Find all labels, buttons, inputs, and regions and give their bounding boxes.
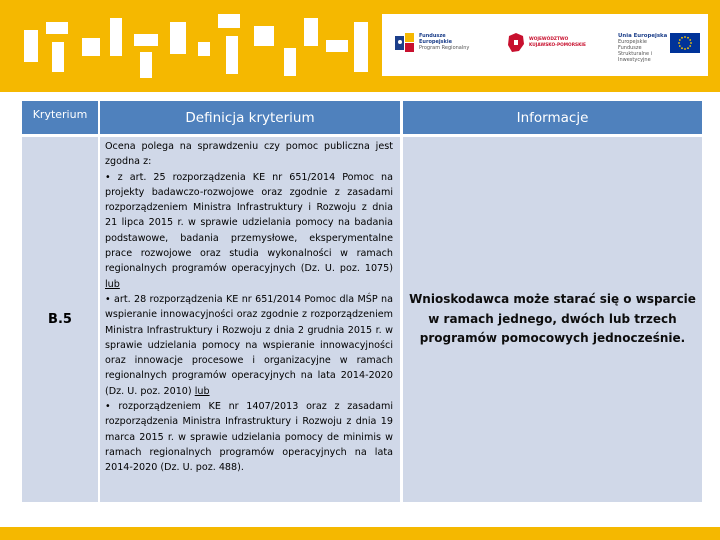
deco-block bbox=[326, 40, 348, 52]
cell-informacje bbox=[403, 137, 702, 502]
definicja-art28-text: • art. 28 rozporządzenia KE nr 651/2014 Pomoc dla MŚP na wspieranie innowacyjności oraz zgodnie z rozporządzeniem Ministra Infrastruktury i Rozwoju z dnia 2 grudnia 2015 r. w sprawie udzielania pomocy na wspieranie innowacyjności oraz innowacje procesowe i organizacyjne w ramach regionalnych programów operacyjnych na lata 2014-2020 (Dz. U. poz. 2010) bbox=[105, 293, 393, 397]
definicja-art28 bbox=[105, 292, 393, 399]
logo-line: Europejskie Fundusze bbox=[618, 39, 647, 51]
definicja-deminimis: • rozporządzeniem KE nr 1407/2013 oraz z zasadami rozporządzenia Ministra Infrastruktury i Rozwoju z dnia 19 marca 2015 r. w sprawie udzielania pomocy de minimis w ramach regionalnych programów operacyjnych na lata 2014-2020 (Dz. U. poz. 488). bbox=[105, 401, 393, 474]
deco-block bbox=[304, 18, 318, 46]
kryterium-code: B.5 bbox=[48, 312, 72, 327]
informacje-text: Wnioskodawca może starać się o wsparcie w ramach jednego, dwóch lub trzech programów pomocowych jednocześnie. bbox=[409, 292, 696, 346]
deco-block bbox=[140, 52, 152, 78]
lub-link: lub bbox=[194, 385, 210, 397]
deco-block bbox=[170, 22, 186, 54]
header-kryterium-label: Kryterium bbox=[32, 108, 88, 121]
deco-block bbox=[218, 14, 240, 28]
logo-line: Fundusze bbox=[419, 33, 446, 39]
header-band bbox=[0, 0, 720, 92]
cell-definicja bbox=[100, 137, 400, 502]
unia-europejska-logo bbox=[618, 22, 704, 68]
logo-line: WOJEWÓDZTWO bbox=[529, 37, 569, 42]
header-definicja-label: Definicja kryterium bbox=[185, 109, 315, 126]
deco-block bbox=[134, 34, 158, 46]
logo-line: Program Regionalny bbox=[419, 45, 470, 51]
deco-block bbox=[354, 22, 368, 72]
fundusze-europejskie-icon bbox=[394, 32, 416, 54]
region-map-icon bbox=[506, 32, 526, 54]
logo-line: KUJAWSKO-POMORSKIE bbox=[529, 42, 586, 48]
deco-block bbox=[226, 36, 238, 74]
deco-block bbox=[52, 42, 64, 72]
lub-link: lub bbox=[105, 278, 120, 290]
wojewodztwo-logo bbox=[506, 22, 592, 68]
logo-panel bbox=[382, 14, 708, 76]
header-informacje-label: Informacje bbox=[516, 109, 589, 126]
definicja-art25-text: • z art. 25 rozporządzenia KE nr 651/2014 Pomoc na projekty badawczo-rozwojowe oraz zgodnie z zasadami rozporządzeniem Ministra Infrastruktury i Rozwoju z dnia 21 lipca 2015 r. w sprawie udzielania pomocy na badania podstawowe, badania przemysłowe, eksperymentalne prace rozwojowe oraz studia wykonalności w ramach regionalnych programów operacyjnych (Dz. U. poz. 1075) bbox=[105, 171, 393, 275]
eu-flag-icon bbox=[670, 33, 700, 53]
header-definicja bbox=[100, 101, 400, 134]
deco-block bbox=[24, 30, 38, 62]
logo-line: Unia Europejska bbox=[618, 33, 668, 39]
logo-line: Strukturalne i Inwestycyjne bbox=[618, 51, 653, 63]
deco-block bbox=[254, 26, 274, 46]
definicja-intro: Ocena polega na sprawdzeniu czy pomoc publiczna jest zgodna z: bbox=[105, 141, 393, 168]
deco-block bbox=[46, 22, 68, 34]
header-informacje bbox=[403, 101, 702, 134]
footer-band bbox=[0, 527, 720, 540]
logo-line: Europejskie bbox=[419, 39, 452, 45]
header-kryterium bbox=[22, 101, 98, 134]
fundusze-europejskie-logo bbox=[394, 22, 474, 68]
deco-block bbox=[198, 42, 210, 56]
deco-block bbox=[284, 48, 296, 76]
definicja-text bbox=[105, 139, 393, 476]
deco-block bbox=[110, 18, 122, 56]
definicja-art25 bbox=[105, 170, 393, 292]
deco-block bbox=[82, 38, 100, 56]
cell-kryterium bbox=[22, 137, 98, 502]
